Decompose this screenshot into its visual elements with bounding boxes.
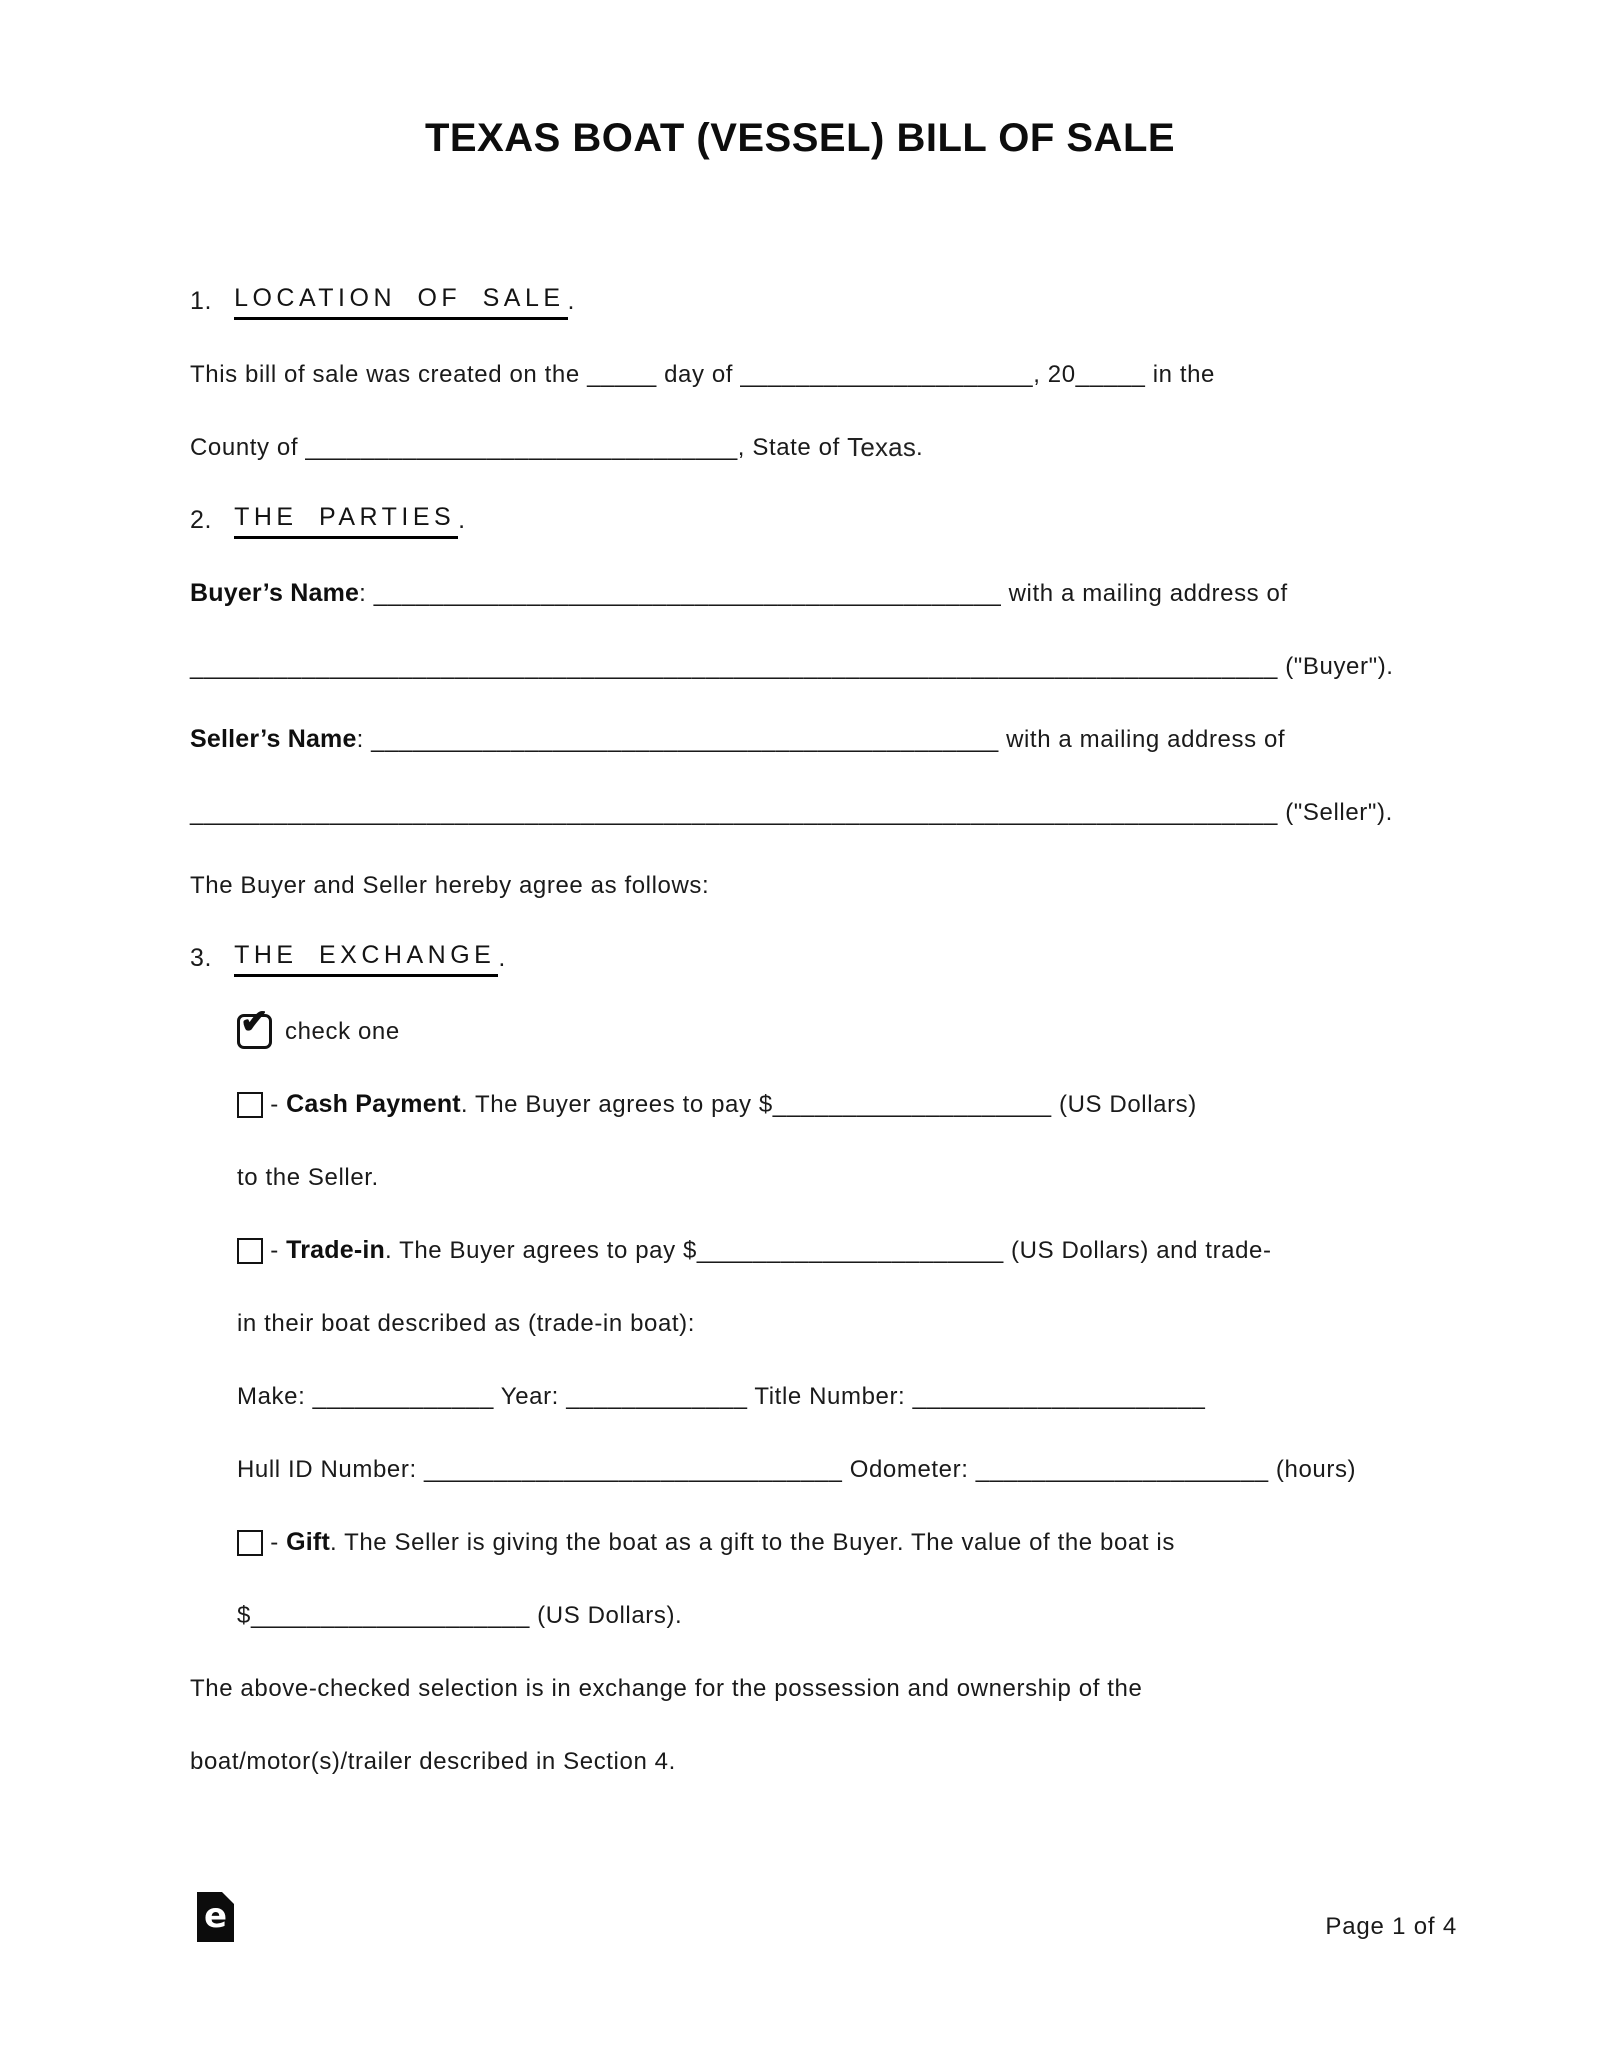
- form-line: [190, 849, 1460, 922]
- text-segment: Buyer’s Name: [190, 579, 360, 607]
- section-heading-number: 2.: [190, 506, 213, 534]
- text-segment: (US Dollars).: [529, 1601, 683, 1629]
- text-segment: Year:: [493, 1382, 567, 1410]
- document-title: TEXAS BOAT (VESSEL) BILL OF SALE: [424, 116, 1176, 160]
- text-segment: , 20: [1033, 360, 1076, 388]
- blank-field[interactable]: ______________________: [696, 1236, 1004, 1264]
- form-line: [190, 1214, 1460, 1287]
- form-line: [190, 411, 1460, 484]
- blank-field[interactable]: _____________________: [975, 1455, 1269, 1483]
- text-segment: Cash Payment: [286, 1090, 461, 1118]
- form-line: [190, 630, 1460, 703]
- form-line: [190, 1141, 1460, 1214]
- text-segment: ("Buyer").: [1277, 652, 1394, 680]
- checkbox-empty-icon[interactable]: [237, 1092, 263, 1118]
- section-heading: [190, 484, 1460, 557]
- section-heading-period: .: [458, 506, 466, 534]
- blank-field[interactable]: _____________________: [912, 1382, 1206, 1410]
- text-segment: to the Seller.: [237, 1163, 379, 1191]
- text-segment: in the: [1145, 360, 1216, 388]
- text-segment: . The Buyer agrees to pay $: [460, 1090, 773, 1118]
- checkbox-empty-icon[interactable]: [237, 1238, 263, 1264]
- blank-field[interactable]: _____: [587, 360, 657, 388]
- blank-field[interactable]: _______________________________: [305, 433, 738, 461]
- blank-field[interactable]: ______________________________________________________________________________: [190, 652, 1278, 680]
- text-segment: , State of: [737, 433, 848, 461]
- form-line: [190, 338, 1460, 411]
- text-segment: County of: [190, 433, 306, 461]
- text-segment: The Buyer and Seller hereby agree as follows:: [190, 871, 710, 899]
- text-segment: $: [237, 1601, 251, 1629]
- blank-field[interactable]: _____________________: [740, 360, 1034, 388]
- text-segment: .: [916, 433, 924, 461]
- text-segment: Texas: [847, 432, 917, 462]
- text-segment: Seller’s Name: [190, 725, 357, 753]
- form-line: [190, 776, 1460, 849]
- text-segment: . The Seller is giving the boat as a gift to the Buyer. The value of the boat is: [329, 1528, 1175, 1556]
- form-line: [190, 1433, 1460, 1506]
- text-segment: Odometer:: [842, 1455, 976, 1483]
- text-segment: -: [263, 1528, 287, 1556]
- blank-field[interactable]: _____________: [312, 1382, 494, 1410]
- text-segment: -: [263, 1236, 287, 1264]
- form-line: [190, 1506, 1460, 1579]
- form-line: [190, 1360, 1460, 1433]
- eforms-logo-icon: [197, 1892, 234, 1942]
- text-segment: ("Seller").: [1277, 798, 1393, 826]
- form-line: [190, 1725, 1460, 1798]
- text-segment: in their boat described as (trade-in boat):: [237, 1309, 696, 1337]
- text-segment: :: [359, 579, 374, 607]
- blank-field[interactable]: ____________________: [250, 1601, 530, 1629]
- text-segment: Title Number:: [747, 1382, 913, 1410]
- text-segment: :: [356, 725, 372, 753]
- text-segment: with a mailing address of: [998, 725, 1286, 753]
- form-line: [190, 1068, 1460, 1141]
- form-line: [190, 703, 1460, 776]
- blank-field[interactable]: ______________________________: [423, 1455, 843, 1483]
- text-segment: Make:: [237, 1382, 313, 1410]
- blank-field[interactable]: _____: [1075, 360, 1146, 388]
- text-segment: (hours): [1268, 1455, 1357, 1483]
- blank-field[interactable]: _____________: [566, 1382, 748, 1410]
- checkbox-empty-icon[interactable]: [237, 1530, 263, 1556]
- section-heading-number: 3.: [190, 944, 213, 972]
- text-segment: Gift: [286, 1528, 330, 1556]
- text-segment: Trade-in: [286, 1236, 385, 1264]
- logo-letter: e: [203, 1896, 228, 1936]
- text-segment: The above-checked selection is in exchange for the possession and ownership of the: [190, 1674, 1143, 1702]
- page-number-label: Page 1 of 4: [1325, 1913, 1457, 1940]
- section-heading-period: .: [567, 287, 576, 315]
- form-line: [190, 1579, 1460, 1652]
- text-segment: This bill of sale was created on the: [190, 360, 588, 388]
- form-line: [190, 995, 1460, 1068]
- document-body: [190, 265, 1460, 1798]
- section-heading: [190, 922, 1460, 995]
- section-heading: [190, 265, 1460, 338]
- text-segment: -: [263, 1090, 287, 1118]
- text-segment: with a mailing address of: [1001, 579, 1288, 607]
- text-segment: boat/motor(s)/trailer described in Section 4.: [190, 1747, 676, 1775]
- text-segment: (US Dollars) and trade-: [1003, 1236, 1272, 1264]
- blank-field[interactable]: ______________________________________________________________________________: [190, 798, 1278, 826]
- section-heading-title: LOCATION OF SALE: [234, 284, 567, 320]
- text-segment: . The Buyer agrees to pay $: [384, 1236, 697, 1264]
- blank-field[interactable]: _____________________________________________: [373, 579, 1002, 607]
- form-line: [190, 1652, 1460, 1725]
- text-segment: check one: [285, 1017, 400, 1045]
- text-segment: day of: [656, 360, 741, 388]
- section-heading-number: 1.: [190, 287, 213, 315]
- blank-field[interactable]: ____________________: [772, 1090, 1052, 1118]
- form-line: [190, 557, 1460, 630]
- form-line: [190, 1287, 1460, 1360]
- text-segment: (US Dollars): [1051, 1090, 1197, 1118]
- text-segment: Hull ID Number:: [237, 1455, 424, 1483]
- section-heading-title: THE EXCHANGE: [234, 941, 498, 977]
- blank-field[interactable]: _____________________________________________: [371, 725, 999, 753]
- check-mark-icon: ✔: [240, 1003, 269, 1041]
- section-heading-period: .: [498, 944, 506, 972]
- checkbox-checked-icon[interactable]: [237, 1003, 272, 1049]
- section-heading-title: THE PARTIES: [234, 503, 458, 539]
